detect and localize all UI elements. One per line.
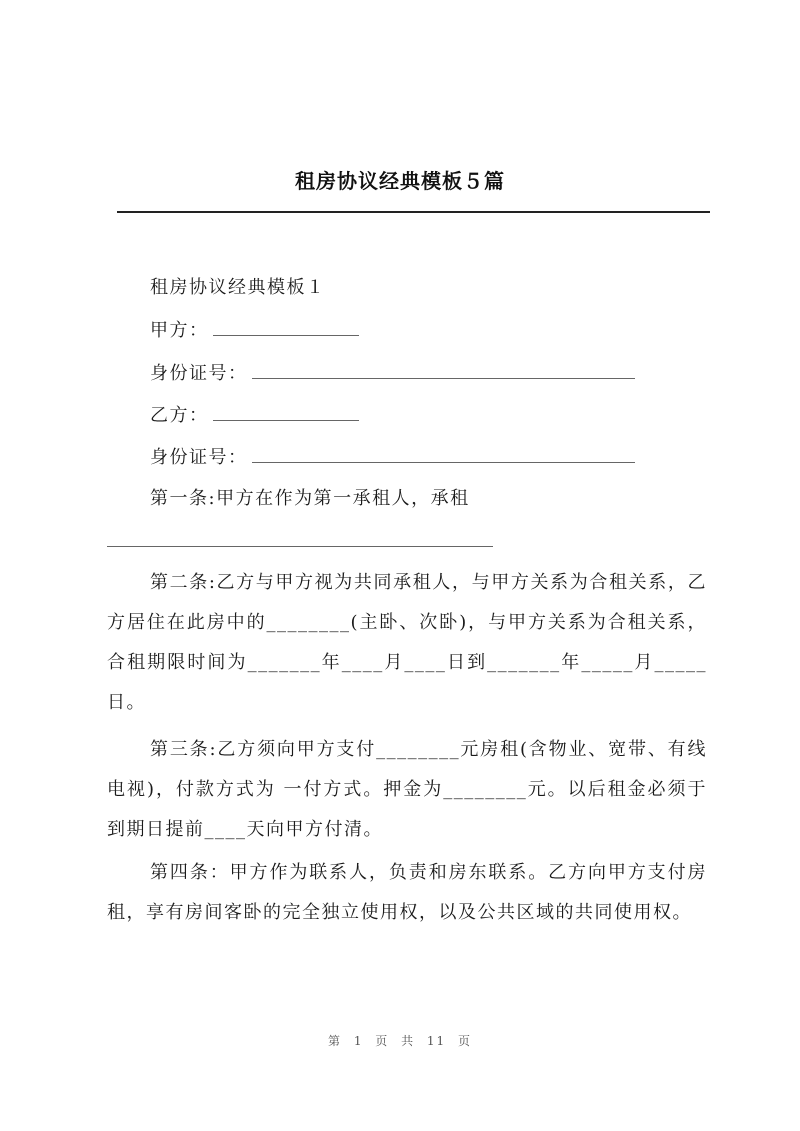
page-footer: 第 1 页 共 11 页 — [328, 1034, 472, 1048]
party-a-id-label: 身份证号： — [150, 363, 248, 384]
article-1: 第一条:甲方在作为第一承租人，承租 — [150, 488, 470, 509]
party-b-label: 乙方： — [150, 405, 209, 426]
party-b-id-label: 身份证号： — [150, 447, 248, 468]
party-a-id-blank — [252, 360, 635, 379]
section-title: 租房协议经典模板１ — [150, 277, 326, 298]
article-1-blank — [107, 546, 493, 547]
article-2: 第二条:乙方与甲方视为共同承租人，与甲方关系为合租关系，乙方居住在此房中的________(主卧、次卧)，与甲方关系为合租关系，合租期限时间为_______年____月____日到_______年_____月_____日。 — [107, 572, 707, 713]
article-3: 第三条:乙方须向甲方支付________元房租(含物业、宽带、有线电视)，付款方式为 一付方式。押金为________元。以后租金必须于到期日提前____天向甲方付清。 — [107, 739, 707, 840]
title-divider — [117, 211, 710, 213]
article-4: 第四条：甲方作为联系人，负责和房东联系。乙方向甲方支付房租，享有房间客卧的完全独立使用权，以及公共区域的共同使用权。 — [107, 862, 707, 923]
document-title: 租房协议经典模板５篇 — [295, 169, 505, 193]
party-a-row — [150, 317, 359, 344]
party-a-label: 甲方： — [150, 320, 209, 341]
party-b-blank — [213, 402, 359, 421]
party-b-id-row — [150, 444, 635, 471]
party-a-id-row — [150, 360, 635, 387]
party-a-blank — [213, 317, 359, 336]
party-b-id-blank — [252, 444, 635, 463]
party-b-row — [150, 402, 359, 429]
